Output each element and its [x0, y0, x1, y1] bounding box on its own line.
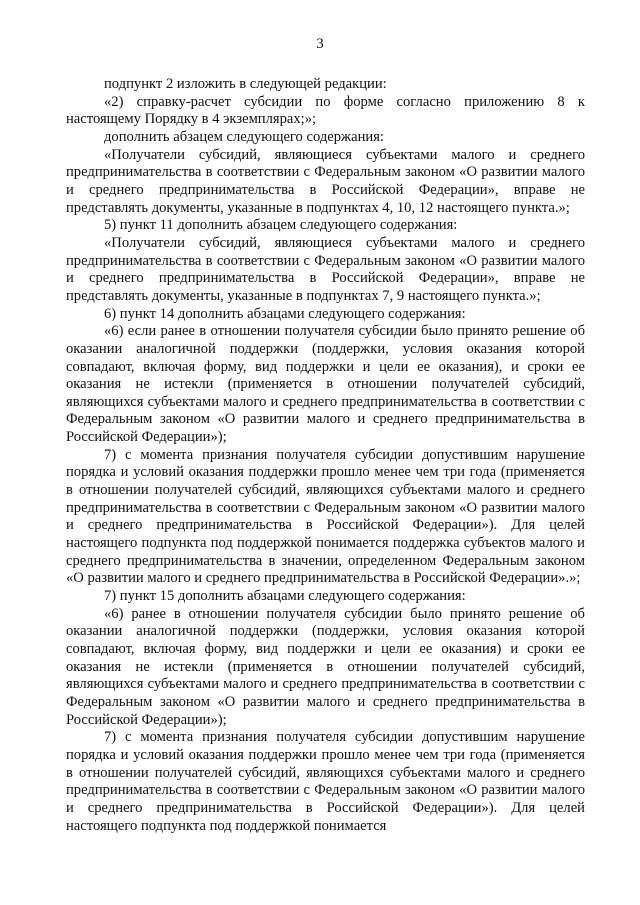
- paragraph: «6) если ранее в отношении получателя субсидии было принято решение об оказании аналогичной поддержки (поддержки, условия оказания которой совпадают, включая форму, вид поддержки и цели ее оказания), и сроки ее оказания не истекли (применяется в отношении получателей субсидий, являющихся субъектами малого и среднего предпринимательства в соответствии с Федеральным законом «О развитии малого и среднего предпринимательства в Российской Федерации»);: [66, 323, 585, 446]
- paragraph: 7) с момента признания получателя субсидии допустившим нарушение порядка и условий оказания поддержки прошло менее чем три года (применяется в отношении получателей субсидий, являющихся субъектами малого и среднего предпринимательства в соответствии с Федеральным законом «О развитии малого и среднего предпринимательства в Российской Федерации»). Для целей настоящего подпункта под поддержкой понимается поддержка субъектов малого и среднего предпринимательства в значении, определенном Федеральным законом «О развитии малого и среднего предпринимательства в Российской Федерации».»;: [66, 446, 585, 587]
- paragraph: «2) справку-расчет субсидии по форме согласно приложению 8 к настоящему Порядку в 4 экземплярах;»;: [66, 93, 585, 128]
- paragraph: 7) пункт 15 дополнить абзацами следующего содержания:: [104, 588, 466, 605]
- paragraph: 6) пункт 14 дополнить абзацами следующего содержания:: [104, 305, 466, 322]
- paragraph: дополнить абзацем следующего содержания:: [104, 128, 384, 145]
- paragraph: «Получатели субсидий, являющиеся субъектами малого и среднего предпринимательства в соответствии с Федеральным законом «О развитии малого и среднего предпринимательства в Российской Федерации», вправе не представлять документы, указанные в подпунктах 4, 10, 12 настоящего пункта.»;: [66, 146, 585, 216]
- document-body: [66, 76, 585, 835]
- paragraph: 7) с момента признания получателя субсидии допустившим нарушение порядка и условий оказания поддержки прошло менее чем три года (применяется в отношении получателей субсидий, являющихся субъектами малого и среднего предпринимательства в соответствии с Федеральным законом «О развитии малого и среднего предпринимательства в Российской Федерации»). Для целей настоящего подпункта под поддержкой понимается: [66, 729, 585, 834]
- paragraph: подпункт 2 изложить в следующей редакции:: [104, 76, 387, 92]
- paragraph: 5) пункт 11 дополнить абзацем следующего содержания:: [104, 217, 458, 234]
- paragraph: «Получатели субсидий, являющиеся субъектами малого и среднего предпринимательства в соответствии с Федеральным законом «О развитии малого и среднего предпринимательства в Российской Федерации», вправе не представлять документы, указанные в подпунктах 7, 9 настоящего пункта.»;: [66, 234, 585, 304]
- paragraph: «6) ранее в отношении получателя субсидии было принято решение об оказании аналогичной поддержки (поддержки, условия оказания которой совпадают, включая форму, вид поддержки и цели ее оказания) и сроки ее оказания не истекли (применяется в отношении получателей субсидий, являющихся субъектами малого и среднего предпринимательства в соответствии с Федеральным законом «О развитии малого и среднего предпринимательства в Российской Федерации»);: [66, 605, 585, 728]
- page-number: 3: [316, 36, 324, 52]
